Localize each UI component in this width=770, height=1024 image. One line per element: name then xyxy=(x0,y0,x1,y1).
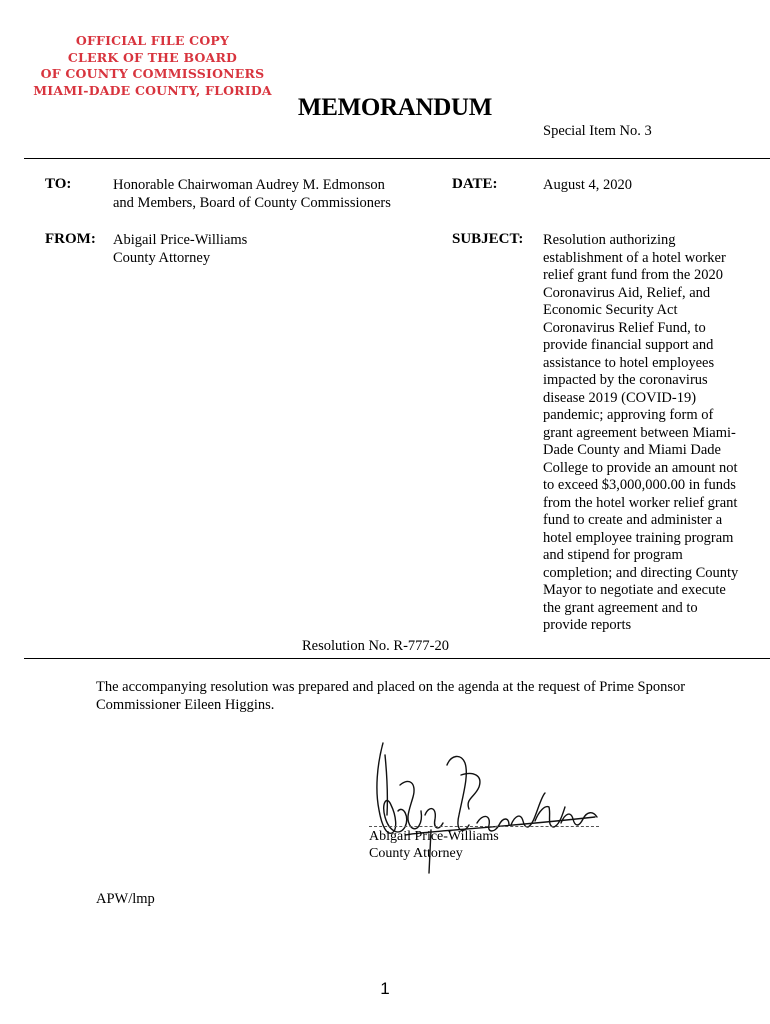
from-sender xyxy=(113,232,247,267)
subject-line: Mayor to negotiate and execute xyxy=(543,582,726,598)
subject-line: Economic Security Act xyxy=(543,302,678,318)
subject-line: establishment of a hotel worker xyxy=(543,249,726,266)
header-bottom-rule xyxy=(24,658,770,659)
subject-line: fund to create and administer a xyxy=(543,512,723,528)
date-value: August 4, 2020 xyxy=(543,177,633,193)
subject-line: provide financial support and xyxy=(543,337,714,353)
signer-title: County Attorney xyxy=(369,846,463,861)
stamp-line: OFFICIAL FILE COPY xyxy=(75,33,230,48)
from-label: FROM: xyxy=(45,231,96,247)
to-label: TO: xyxy=(45,176,72,192)
signature-line xyxy=(369,826,599,827)
stamp-line: OF COUNTY COMMISSIONERS xyxy=(40,66,265,81)
page-number: 1 xyxy=(380,979,390,998)
typist-initials: APW/lmp xyxy=(96,891,155,907)
signature-block xyxy=(369,828,499,862)
subject-line: completion; and directing County xyxy=(543,564,739,581)
subject-line: and stipend for program xyxy=(543,547,683,563)
subject-line: the grant agreement and to xyxy=(543,599,698,616)
memo-title: MEMORANDUM xyxy=(297,94,493,121)
subject-line: impacted by the coronavirus xyxy=(543,372,708,388)
official-file-copy-stamp xyxy=(30,33,275,99)
subject-line: hotel employee training program xyxy=(543,529,734,546)
date-label: DATE: xyxy=(452,176,498,192)
to-recipient xyxy=(113,177,391,212)
subject-line: from the hotel worker relief grant xyxy=(543,494,738,511)
subject-line: Coronavirus Aid, Relief, and xyxy=(543,284,711,301)
subject-line: relief grant fund from the 2020 xyxy=(543,267,723,283)
subject-line: assistance to hotel employees xyxy=(543,354,715,371)
subject-label: SUBJECT: xyxy=(452,231,524,247)
subject-line: provide reports xyxy=(543,617,632,633)
subject-line: grant agreement between Miami- xyxy=(543,424,736,441)
subject-line: Coronavirus Relief Fund, to xyxy=(543,319,706,336)
body-paragraph: The accompanying resolution was prepared and placed on the agenda at the request of Prime Sponsor Commissioner Eileen Higgins. xyxy=(96,679,686,713)
stamp-line: CLERK OF THE BOARD xyxy=(67,49,238,65)
to-line: and Members, Board of County Commissioners xyxy=(113,194,391,211)
stamp-line: MIAMI-DADE COUNTY, FLORIDA xyxy=(33,82,272,98)
from-line: Abigail Price-Williams xyxy=(113,232,248,248)
subject-line: pandemic; approving form of xyxy=(543,407,714,423)
from-line: County Attorney xyxy=(113,249,211,266)
subject-line: Dade County and Miami Dade xyxy=(543,442,721,458)
subject-text xyxy=(543,232,758,635)
subject-line: Resolution authorizing xyxy=(543,232,676,248)
header-top-rule xyxy=(24,158,770,159)
subject-line: to exceed $3,000,000.00 in funds xyxy=(543,477,736,493)
to-line: Honorable Chairwoman Audrey M. Edmonson xyxy=(113,177,385,193)
resolution-number: Resolution No. R-777-20 xyxy=(302,638,450,654)
subject-line: disease 2019 (COVID-19) xyxy=(543,389,697,406)
subject-line: College to provide an amount not xyxy=(543,459,738,476)
signer-name: Abigail Price-Williams xyxy=(369,829,499,844)
special-item-number: Special Item No. 3 xyxy=(543,123,652,139)
